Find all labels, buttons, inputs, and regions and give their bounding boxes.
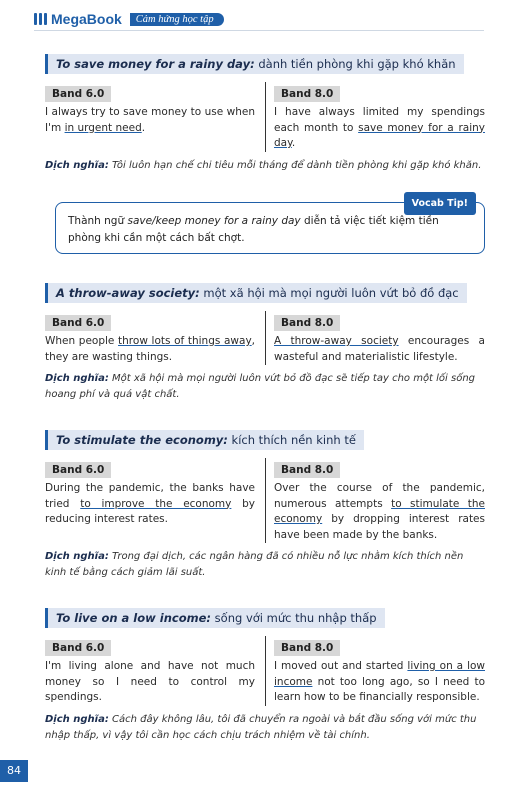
translation: Dịch nghĩa: Tôi luôn hạn chế chi tiêu mỗi tháng để dành tiền phòng khi gặp khó khăn. (45, 159, 482, 171)
band-8-label: Band 8.0 (274, 315, 340, 331)
band-8-label: Band 8.0 (274, 640, 340, 656)
band-8-column (265, 82, 485, 152)
megabook-logo-icon (34, 13, 47, 25)
band-8-text: I have always limited my spendings each month to save money for a rainy day. (274, 106, 485, 149)
vocab-tip-box: Vocab Tip! Thành ngữ save/keep money for a rainy day diễn tả việc tiết kiệm tiền phòng khi cần một cách bất chợt. (55, 202, 485, 254)
band-8-column (265, 636, 485, 706)
page-header (34, 10, 264, 28)
band-6-text: I always try to save money to use when I'm in urgent need. (45, 106, 255, 134)
band-6-label: Band 6.0 (45, 86, 111, 102)
band-8-label: Band 8.0 (274, 462, 340, 478)
section-low-income (45, 607, 485, 744)
band-6-label: Band 6.0 (45, 640, 111, 656)
band-6-text: When people throw lots of things away, they are wasting things. (45, 335, 256, 363)
vocab-tip-tag: Vocab Tip! (404, 192, 476, 215)
brand-tagline: Cảm hứng học tập (130, 13, 224, 26)
band-6-column (45, 311, 265, 365)
band-8-text: I moved out and started living on a low income not too long ago, so I need to learn how to be financially responsible. (274, 660, 485, 703)
band-6-label: Band 6.0 (45, 462, 111, 478)
band-8-label: Band 8.0 (274, 86, 340, 102)
band-6-column (45, 458, 265, 543)
section-rainy-day (45, 53, 485, 174)
section-title: A throw-away society: một xã hội mà mọi người luôn vứt bỏ đồ đạc (45, 283, 467, 303)
band-6-label: Band 6.0 (45, 315, 111, 331)
section-title: To live on a low income: sống với mức thu nhập thấp (45, 608, 385, 628)
translation: Dịch nghĩa: Trong đại dịch, các ngân hàng đã có nhiều nỗ lực nhằm kích thích nền kinh tế bằng cách giảm lãi suất. (45, 551, 464, 578)
band-6-column (45, 636, 265, 706)
section-title: To stimulate the economy: kích thích nền kinh tế (45, 430, 364, 450)
page-number: 84 (0, 760, 28, 782)
brand-name: MegaBook (51, 11, 122, 27)
band-comparison (45, 458, 485, 543)
band-8-column (265, 458, 485, 543)
translation: Dịch nghĩa: Một xã hội mà mọi người luôn vứt bỏ đồ đạc sẽ tiếp tay cho một lối sống hoang phí và quá vật chất. (45, 373, 476, 400)
section-throw-away-society (45, 282, 485, 403)
band-8-text: A throw-away society encourages a wasteful and materialistic lifestyle. (274, 335, 485, 363)
band-8-text: Over the course of the pandemic, numerous attempts to stimulate the economy by dropping interest rates have been made by the banks. (274, 482, 485, 541)
band-comparison (45, 82, 485, 152)
translation: Dịch nghĩa: Cách đây không lâu, tôi đã chuyển ra ngoài và bắt đầu sống với mức thu nhập thấp, vì vậy tôi cần học cách chịu trách nhiệm về tài chính. (45, 713, 477, 741)
section-stimulate-economy (45, 429, 485, 581)
band-8-column (265, 311, 485, 365)
header-divider (34, 30, 484, 31)
band-6-text: During the pandemic, the banks have tried to improve the economy by reducing interest rates. (45, 482, 255, 525)
band-6-column (45, 82, 265, 152)
section-title: To save money for a rainy day: dành tiền phòng khi gặp khó khăn (45, 54, 464, 74)
band-comparison (45, 311, 485, 365)
band-6-text: I'm living alone and have not much money so I need to control my spendings. (45, 660, 255, 703)
band-comparison (45, 636, 485, 706)
